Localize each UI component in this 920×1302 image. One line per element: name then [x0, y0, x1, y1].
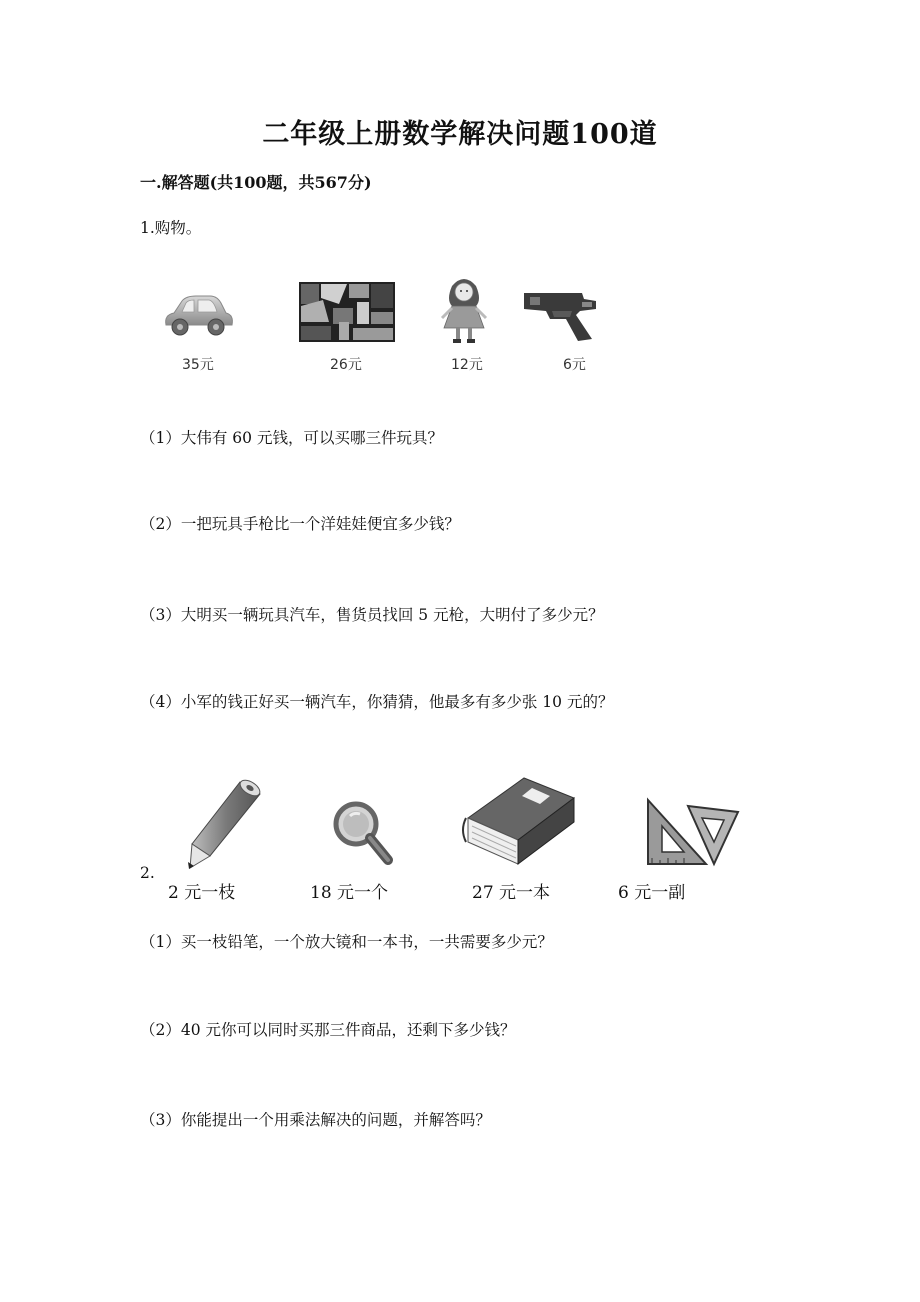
problem-1-question-2: （2）一把玩具手枪比一个洋娃娃便宜多少钱？	[140, 515, 460, 533]
problem-1-question-3: （3）大明买一辆玩具汽车，售货员找回 5 元枪，大明付了多少元？	[140, 606, 604, 624]
price-building-blocks: 26元	[330, 357, 362, 373]
problem-2-question-3: （3）你能提出一个用乘法解决的问题，并解答吗？	[140, 1111, 491, 1129]
book-icon	[462, 776, 576, 870]
problem-1-question-4: （4）小军的钱正好买一辆汽车，你猜猜，他最多有多少张 10 元的？	[140, 693, 614, 711]
problem-2-number: 2.	[140, 864, 155, 882]
toy-car-icon	[160, 293, 236, 341]
price-toy-car: 35元	[182, 357, 214, 373]
price-toy-gun: 6元	[563, 357, 586, 373]
pencil-icon	[186, 778, 266, 870]
doll-icon	[438, 276, 490, 344]
price-set-square: 6 元一副	[618, 883, 686, 903]
toy-gun-icon	[522, 289, 606, 343]
set-square-icon	[644, 792, 740, 868]
price-book: 27 元一本	[472, 883, 551, 903]
magnifier-icon	[332, 800, 394, 868]
building-blocks-icon	[299, 282, 395, 342]
problem-2-question-1: （1）买一枝铅笔，一个放大镜和一本书，一共需要多少元？	[140, 933, 553, 951]
section-heading: 一.解答题(共100题，共567分)	[140, 173, 372, 192]
price-magnifier: 18 元一个	[310, 883, 389, 903]
price-doll: 12元	[451, 357, 483, 373]
problem-1-question-1: （1）大伟有 60 元钱，可以买哪三件玩具？	[140, 429, 443, 447]
page-title: 二年级上册数学解决问题100道	[262, 119, 658, 150]
problem-2-question-2: （2）40 元你可以同时买那三件商品，还剩下多少钱？	[140, 1021, 516, 1039]
price-pencil: 2 元一枝	[168, 883, 236, 903]
problem-1-heading: 1.购物。	[140, 219, 202, 237]
